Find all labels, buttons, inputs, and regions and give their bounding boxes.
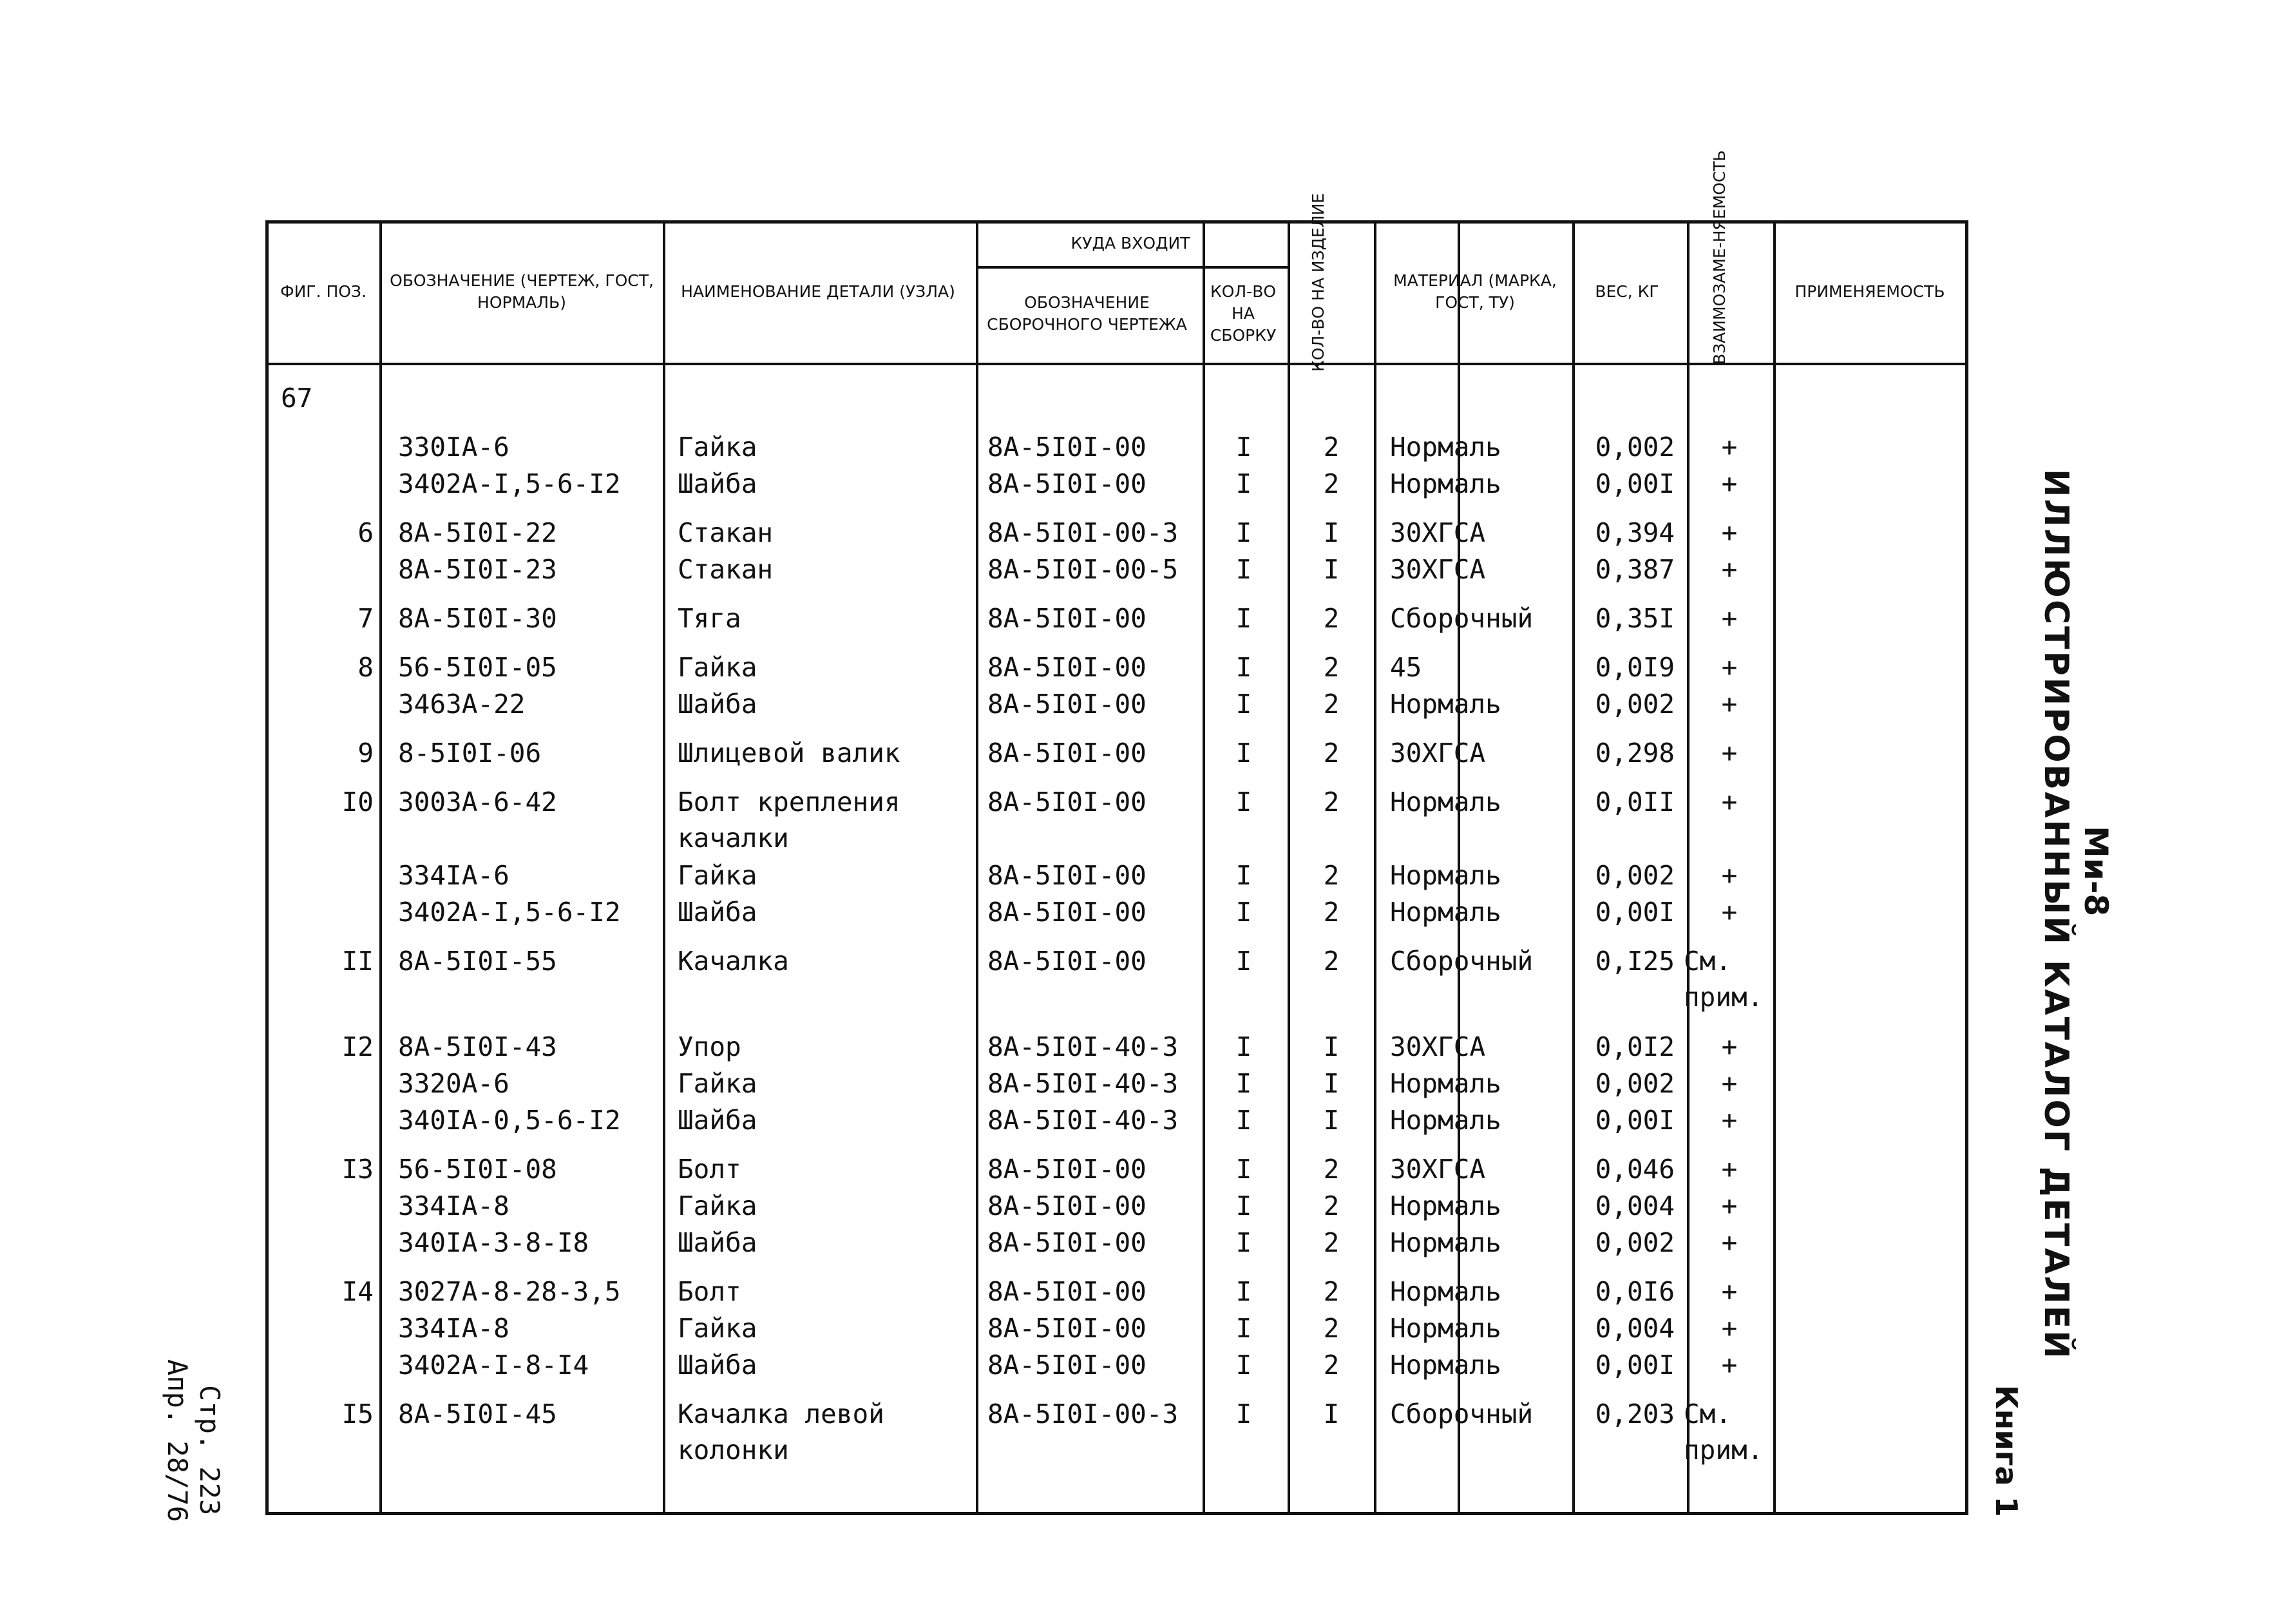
cell-designation: 8-5I0I-06	[398, 738, 542, 769]
cell-designation: 8A-5I0I-45	[398, 1399, 557, 1429]
header-material: МАТЕРИАЛ (МАРКА, ГОСТ, ТУ)	[1393, 271, 1557, 312]
cell-name: Шлицевой валик	[678, 738, 900, 769]
header-fig-pos: ФИГ. ПОЗ.	[280, 282, 366, 301]
cell-qty-asm: I	[1235, 1068, 1252, 1099]
cell-designation: 8A-5I0I-22	[398, 517, 557, 548]
cell-interch: +	[1721, 1031, 1738, 1062]
cell-weight: 0,00I	[1595, 1350, 1675, 1380]
cell-interch: +	[1721, 1068, 1738, 1099]
cell-qty-prod: 2	[1323, 787, 1340, 817]
cell-interch: +	[1721, 897, 1738, 928]
col-divider	[976, 224, 978, 1512]
cell-drawing: 8A-5I0I-40-3	[987, 1105, 1179, 1136]
cell-weight: 0,203	[1595, 1399, 1675, 1429]
cell-drawing: 8A-5I0I-00-3	[987, 517, 1179, 548]
cell-designation: 3402A-I,5-6-I2	[398, 897, 621, 928]
cell-weight: 0,0I6	[1595, 1276, 1675, 1307]
cell-name: Гайка	[678, 1068, 757, 1099]
header-weight: ВЕС, КГ	[1595, 282, 1659, 301]
cell-material: Нормаль	[1390, 1313, 1501, 1344]
cell-qty-asm: I	[1235, 1105, 1252, 1136]
cell-qty-prod: 2	[1323, 946, 1340, 977]
cell-weight: 0,00I	[1595, 468, 1675, 499]
cell-qty-asm: I	[1235, 860, 1252, 891]
cell-material: Нормаль	[1390, 1276, 1501, 1307]
cell-drawing: 8A-5I0I-00	[987, 689, 1147, 720]
cell-name: Болт	[678, 1154, 741, 1185]
cell-drawing: 8A-5I0I-00	[987, 652, 1147, 683]
cell-designation: 8A-5I0I-55	[398, 946, 557, 977]
cell-weight: 0,0I9	[1595, 652, 1675, 683]
cell-qty-prod: 2	[1323, 1190, 1340, 1221]
cell-pos: II	[341, 946, 374, 977]
cell-qty-asm: I	[1235, 738, 1252, 769]
cell-qty-prod: 2	[1323, 468, 1340, 499]
cell-weight: 0,394	[1595, 517, 1675, 548]
cell-name: Гайка	[678, 1313, 757, 1344]
cell-weight: 0,002	[1595, 689, 1675, 720]
cell-qty-asm: I	[1235, 432, 1252, 463]
cell-designation: 8A-5I0I-30	[398, 603, 557, 634]
cell-qty-asm: I	[1235, 1350, 1252, 1380]
cell-interch: +	[1721, 432, 1738, 463]
cell-weight: 0,002	[1595, 432, 1675, 463]
cell-drawing: 8A-5I0I-00	[987, 1154, 1147, 1185]
cell-qty-asm: I	[1235, 652, 1252, 683]
cell-material: Нормаль	[1390, 1227, 1501, 1258]
cell-designation: 56-5I0I-08	[398, 1154, 557, 1185]
cell-weight: 0,002	[1595, 1227, 1675, 1258]
cell-qty-prod: 2	[1323, 1313, 1340, 1344]
cell-qty-asm: I	[1235, 1399, 1252, 1429]
cell-name: Шайба	[678, 1350, 757, 1380]
cell-weight: 0,004	[1595, 1313, 1675, 1344]
cell-drawing: 8A-5I0I-00	[987, 1190, 1147, 1221]
cell-name: Стакан	[678, 517, 774, 548]
cell-weight: 0,0II	[1595, 787, 1675, 817]
header-assembly-drawing: ОБОЗНАЧЕНИЕ СБОРОЧНОГО ЧЕРТЕЖА	[987, 293, 1187, 334]
cell-pos: 7	[357, 603, 374, 634]
cell-qty-asm: I	[1235, 1227, 1252, 1258]
cell-interch: +	[1721, 1276, 1738, 1307]
cell-qty-asm: I	[1235, 554, 1252, 585]
cell-qty-asm: I	[1235, 1154, 1252, 1185]
cell-drawing: 8A-5I0I-00	[987, 603, 1147, 634]
cell-material: Нормаль	[1390, 860, 1501, 891]
cell-material: 30ХГСА	[1390, 517, 1486, 548]
cell-drawing: 8A-5I0I-00	[987, 787, 1147, 817]
cell-material: 30ХГСА	[1390, 1031, 1486, 1062]
revision-date: Апр. 28/76	[162, 1359, 193, 1522]
cell-name: Качалка левой колонки	[678, 1399, 884, 1466]
cell-name: Шайба	[678, 1105, 757, 1136]
cell-interch: +	[1721, 554, 1738, 585]
cell-pos: 6	[357, 517, 374, 548]
header-qty-product: КОЛ-ВО НА ИЗДЕЛИЕ	[1309, 193, 1328, 372]
cell-material: Сборочный	[1390, 603, 1534, 634]
cell-qty-asm: I	[1235, 689, 1252, 720]
cell-name: Качалка	[678, 946, 789, 977]
cell-name: Болт крепления качалки	[678, 787, 900, 854]
cell-material: Нормаль	[1390, 1105, 1501, 1136]
catalog-title: ИЛЛЮСТРИРОВАННЫЙ КАТАЛОГ ДЕТАЛЕЙ	[2037, 469, 2075, 1361]
cell-qty-prod: I	[1323, 1105, 1340, 1136]
cell-qty-prod: 2	[1323, 738, 1340, 769]
cell-qty-prod: 2	[1323, 432, 1340, 463]
cell-weight: 0,387	[1595, 554, 1675, 585]
cell-designation: 8A-5I0I-43	[398, 1031, 557, 1062]
cell-pos: I4	[341, 1276, 374, 1307]
cell-designation: 334IA-6	[398, 860, 509, 891]
cell-interch: +	[1721, 689, 1738, 720]
cell-qty-prod: I	[1323, 1068, 1340, 1099]
cell-interch: +	[1721, 1313, 1738, 1344]
book-number: Книга 1	[1989, 1385, 2024, 1517]
header-interchangeability: ВЗАИМОЗАМЕ-НЯЕМОСТЬ	[1710, 150, 1729, 365]
cell-designation: 340IA-0,5-6-I2	[398, 1105, 621, 1136]
cell-weight: 0,00I	[1595, 897, 1675, 928]
cell-pos: 9	[357, 738, 374, 769]
cell-name: Болт	[678, 1276, 741, 1307]
cell-designation: 3463A-22	[398, 689, 526, 720]
cell-material: 45	[1390, 652, 1422, 683]
cell-qty-prod: I	[1323, 554, 1340, 585]
cell-interch: См. прим.	[1684, 1399, 1764, 1466]
cell-name: Тяга	[678, 603, 741, 634]
cell-name: Гайка	[678, 432, 757, 463]
cell-drawing: 8A-5I0I-00	[987, 738, 1147, 769]
cell-name: Гайка	[678, 1190, 757, 1221]
cell-drawing: 8A-5I0I-00	[987, 1227, 1147, 1258]
header-name: НАИМЕНОВАНИЕ ДЕТАЛИ (УЗЛА)	[681, 282, 955, 301]
cell-drawing: 8A-5I0I-00	[987, 946, 1147, 977]
cell-drawing: 8A-5I0I-00	[987, 860, 1147, 891]
col-divider	[1773, 224, 1776, 1512]
header-designation: ОБОЗНАЧЕНИЕ (ЧЕРТЕЖ, ГОСТ, НОРМАЛЬ)	[390, 271, 654, 312]
cell-interch: +	[1721, 652, 1738, 683]
cell-designation: 56-5I0I-05	[398, 652, 557, 683]
cell-qty-prod: 2	[1323, 689, 1340, 720]
cell-qty-asm: I	[1235, 897, 1252, 928]
cell-material: Нормаль	[1390, 468, 1501, 499]
cell-drawing: 8A-5I0I-00	[987, 897, 1147, 928]
cell-weight: 0,046	[1595, 1154, 1675, 1185]
cell-interch: +	[1721, 787, 1738, 817]
cell-name: Упор	[678, 1031, 741, 1062]
cell-drawing: 8A-5I0I-00	[987, 1313, 1147, 1344]
cell-designation: 3320A-6	[398, 1068, 509, 1099]
cell-interch: +	[1721, 1190, 1738, 1221]
cell-weight: 0,00I	[1595, 1105, 1675, 1136]
cell-material: Нормаль	[1390, 1350, 1501, 1380]
cell-name: Шайба	[678, 468, 757, 499]
cell-qty-asm: I	[1235, 603, 1252, 634]
cell-material: Нормаль	[1390, 787, 1501, 817]
cell-pos: I3	[341, 1154, 374, 1185]
cell-name: Шайба	[678, 1227, 757, 1258]
cell-designation: 330IA-6	[398, 432, 509, 463]
cell-material: Нормаль	[1390, 1068, 1501, 1099]
cell-pos: I2	[341, 1031, 374, 1062]
cell-material: Сборочный	[1390, 1399, 1534, 1429]
cell-interch: +	[1721, 1350, 1738, 1380]
cell-qty-asm: I	[1235, 946, 1252, 977]
cell-weight: 0,298	[1595, 738, 1675, 769]
cell-pos: I0	[341, 787, 374, 817]
cell-qty-prod: 2	[1323, 603, 1340, 634]
cell-interch: +	[1721, 1105, 1738, 1136]
cell-designation: 3402A-I-8-I4	[398, 1350, 589, 1380]
figure-number: 67	[281, 383, 313, 414]
cell-qty-prod: 2	[1323, 860, 1340, 891]
cell-weight: 0,004	[1595, 1190, 1675, 1221]
cell-interch: +	[1721, 1154, 1738, 1185]
col-divider	[379, 224, 382, 1512]
col-divider	[1572, 224, 1575, 1512]
cell-interch: +	[1721, 468, 1738, 499]
cell-material: Нормаль	[1390, 432, 1501, 463]
cell-interch: +	[1721, 738, 1738, 769]
cell-drawing: 8A-5I0I-40-3	[987, 1068, 1179, 1099]
cell-designation: 3003A-6-42	[398, 787, 557, 817]
cell-qty-prod: 2	[1323, 1276, 1340, 1307]
cell-drawing: 8A-5I0I-00	[987, 1350, 1147, 1380]
cell-qty-asm: I	[1235, 517, 1252, 548]
cell-designation: 340IA-3-8-I8	[398, 1227, 589, 1258]
cell-material: 30ХГСА	[1390, 554, 1486, 585]
cell-interch: +	[1721, 603, 1738, 634]
cell-designation: 8A-5I0I-23	[398, 554, 557, 585]
cell-qty-prod: I	[1323, 1399, 1340, 1429]
cell-material: Нормаль	[1390, 1190, 1501, 1221]
cell-designation: 3402A-I,5-6-I2	[398, 468, 621, 499]
cell-interch: +	[1721, 1227, 1738, 1258]
cell-qty-prod: 2	[1323, 1227, 1340, 1258]
cell-interch: +	[1721, 860, 1738, 891]
cell-qty-prod: 2	[1323, 652, 1340, 683]
cell-qty-asm: I	[1235, 1031, 1252, 1062]
cell-drawing: 8A-5I0I-00-3	[987, 1399, 1179, 1429]
header-where-used: КУДА ВХОДИТ	[1071, 234, 1190, 253]
cell-qty-asm: I	[1235, 1190, 1252, 1221]
cell-qty-asm: I	[1235, 1276, 1252, 1307]
cell-designation: 334IA-8	[398, 1313, 509, 1344]
cell-weight: 0,002	[1595, 860, 1675, 891]
cell-name: Гайка	[678, 860, 757, 891]
cell-designation: 3027A-8-28-3,5	[398, 1276, 621, 1307]
cell-material: Сборочный	[1390, 946, 1534, 977]
cell-weight: 0,35I	[1595, 603, 1675, 634]
cell-name: Шайба	[678, 689, 757, 720]
cell-qty-asm: I	[1235, 1313, 1252, 1344]
cell-interch: См. прим.	[1684, 946, 1764, 1013]
cell-material: 30ХГСА	[1390, 1154, 1486, 1185]
cell-name: Стакан	[678, 554, 774, 585]
cell-name: Гайка	[678, 652, 757, 683]
cell-qty-prod: I	[1323, 517, 1340, 548]
cell-name: Шайба	[678, 897, 757, 928]
cell-material: Нормаль	[1390, 897, 1501, 928]
cell-drawing: 8A-5I0I-00	[987, 468, 1147, 499]
cell-material: 30ХГСА	[1390, 738, 1486, 769]
cell-qty-asm: I	[1235, 468, 1252, 499]
cell-weight: 0,0I2	[1595, 1031, 1675, 1062]
cell-drawing: 8A-5I0I-00-5	[987, 554, 1179, 585]
cell-qty-prod: 2	[1323, 1350, 1340, 1380]
cell-drawing: 8A-5I0I-00	[987, 1276, 1147, 1307]
cell-weight: 0,002	[1595, 1068, 1675, 1099]
cell-qty-prod: 2	[1323, 1154, 1340, 1185]
header-qty-assembly: КОЛ-ВО НА СБОРКУ	[1210, 282, 1277, 345]
cell-pos: I5	[341, 1399, 374, 1429]
cell-material: Нормаль	[1390, 689, 1501, 720]
cell-weight: 0,I25	[1595, 946, 1675, 977]
page-number: Стр. 223	[194, 1385, 225, 1516]
header-applicability: ПРИМЕНЯЕМОСТЬ	[1794, 282, 1945, 301]
cell-designation: 334IA-8	[398, 1190, 509, 1221]
cell-qty-prod: I	[1323, 1031, 1340, 1062]
cell-drawing: 8A-5I0I-00	[987, 432, 1147, 463]
cell-pos: 8	[357, 652, 374, 683]
cell-drawing: 8A-5I0I-40-3	[987, 1031, 1179, 1062]
cell-qty-prod: 2	[1323, 897, 1340, 928]
model-title: Ми-8	[2077, 826, 2115, 917]
cell-qty-asm: I	[1235, 787, 1252, 817]
cell-interch: +	[1721, 517, 1738, 548]
